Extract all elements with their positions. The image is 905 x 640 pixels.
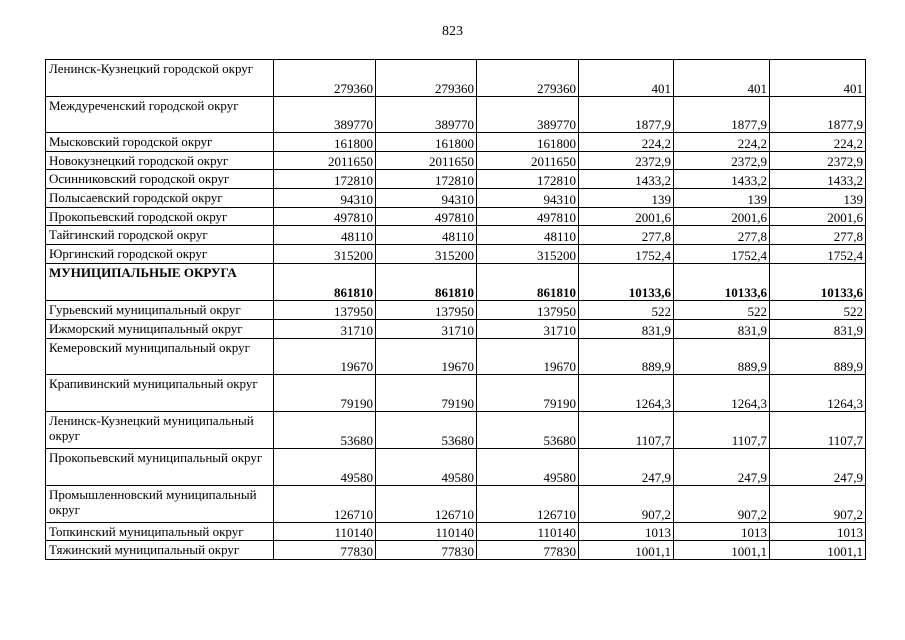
value-cell: 31710 (376, 320, 477, 339)
value-cell: 522 (770, 301, 866, 320)
value-cell: 31710 (274, 320, 376, 339)
table-body (46, 60, 866, 560)
value-cell: 110140 (274, 523, 376, 541)
value-cell: 2001,6 (674, 208, 770, 226)
value-cell: 1107,7 (674, 412, 770, 449)
value-cell: 94310 (477, 189, 579, 208)
value-cell: 31710 (477, 320, 579, 339)
value-cell: 279360 (274, 60, 376, 97)
value-cell: 861810 (274, 264, 376, 301)
table-row (46, 97, 866, 133)
value-cell: 2011650 (376, 152, 477, 170)
row-name-cell: Топкинский муниципальный округ (46, 523, 274, 541)
value-cell: 831,9 (579, 320, 674, 339)
value-cell: 224,2 (674, 133, 770, 152)
value-cell: 1107,7 (579, 412, 674, 449)
value-cell: 139 (770, 189, 866, 208)
value-cell: 1877,9 (674, 97, 770, 133)
value-cell: 172810 (376, 170, 477, 189)
row-name-cell: Новокузнецкий городской округ (46, 152, 274, 170)
value-cell: 1752,4 (579, 245, 674, 264)
value-cell: 137950 (274, 301, 376, 320)
row-name-cell: Полысаевский городской округ (46, 189, 274, 208)
value-cell: 522 (674, 301, 770, 320)
value-cell: 172810 (477, 170, 579, 189)
value-cell: 907,2 (770, 486, 866, 523)
table-row (46, 375, 866, 412)
row-name-cell: Прокопьевский муниципальный округ (46, 449, 274, 486)
value-cell: 77830 (477, 541, 579, 560)
value-cell: 2001,6 (579, 208, 674, 226)
value-cell: 1433,2 (579, 170, 674, 189)
table-row (46, 449, 866, 486)
value-cell: 2372,9 (770, 152, 866, 170)
value-cell: 77830 (376, 541, 477, 560)
value-cell: 1013 (770, 523, 866, 541)
value-cell: 94310 (376, 189, 477, 208)
value-cell: 389770 (477, 97, 579, 133)
value-cell: 172810 (274, 170, 376, 189)
table-row (46, 301, 866, 320)
value-cell: 277,8 (674, 226, 770, 245)
row-name-cell: Ленинск-Кузнецкий муниципальный округ (46, 412, 274, 449)
row-name-cell: Юргинский городской округ (46, 245, 274, 264)
value-cell: 247,9 (674, 449, 770, 486)
value-cell: 889,9 (674, 339, 770, 375)
value-cell: 161800 (376, 133, 477, 152)
value-cell: 831,9 (770, 320, 866, 339)
value-cell: 277,8 (770, 226, 866, 245)
table-row (46, 541, 866, 560)
value-cell: 1264,3 (674, 375, 770, 412)
value-cell: 49580 (477, 449, 579, 486)
value-cell: 1752,4 (770, 245, 866, 264)
value-cell: 126710 (274, 486, 376, 523)
value-cell: 48110 (376, 226, 477, 245)
value-cell: 401 (770, 60, 866, 97)
value-cell: 497810 (376, 208, 477, 226)
value-cell: 861810 (477, 264, 579, 301)
value-cell: 389770 (376, 97, 477, 133)
table-row (46, 189, 866, 208)
value-cell: 247,9 (770, 449, 866, 486)
value-cell: 247,9 (579, 449, 674, 486)
value-cell: 389770 (274, 97, 376, 133)
value-cell: 1013 (674, 523, 770, 541)
value-cell: 2372,9 (674, 152, 770, 170)
value-cell: 907,2 (579, 486, 674, 523)
value-cell: 2011650 (274, 152, 376, 170)
value-cell: 889,9 (770, 339, 866, 375)
value-cell: 94310 (274, 189, 376, 208)
row-name-cell: Гурьевский муниципальный округ (46, 301, 274, 320)
table-row (46, 523, 866, 541)
value-cell: 10133,6 (674, 264, 770, 301)
value-cell: 315200 (274, 245, 376, 264)
value-cell: 861810 (376, 264, 477, 301)
value-cell: 10133,6 (770, 264, 866, 301)
value-cell: 161800 (477, 133, 579, 152)
value-cell: 1264,3 (770, 375, 866, 412)
row-name-cell: Ленинск-Кузнецкий городской округ (46, 60, 274, 97)
value-cell: 315200 (376, 245, 477, 264)
value-cell: 137950 (376, 301, 477, 320)
value-cell: 19670 (477, 339, 579, 375)
table-row (46, 245, 866, 264)
value-cell: 279360 (376, 60, 477, 97)
row-name-cell: Крапивинский муниципальный округ (46, 375, 274, 412)
value-cell: 497810 (274, 208, 376, 226)
value-cell: 48110 (274, 226, 376, 245)
value-cell: 53680 (274, 412, 376, 449)
row-name-cell: МУНИЦИПАЛЬНЫЕ ОКРУГА (46, 264, 274, 301)
value-cell: 1001,1 (579, 541, 674, 560)
value-cell: 315200 (477, 245, 579, 264)
value-cell: 1433,2 (770, 170, 866, 189)
value-cell: 1264,3 (579, 375, 674, 412)
value-cell: 1001,1 (770, 541, 866, 560)
value-cell: 1877,9 (770, 97, 866, 133)
value-cell: 53680 (477, 412, 579, 449)
value-cell: 1433,2 (674, 170, 770, 189)
value-cell: 277,8 (579, 226, 674, 245)
value-cell: 1107,7 (770, 412, 866, 449)
value-cell: 224,2 (579, 133, 674, 152)
table-row (46, 486, 866, 523)
page-number: 823 (442, 24, 463, 39)
row-name-cell: Ижморский муниципальный округ (46, 320, 274, 339)
table-row (46, 170, 866, 189)
value-cell: 19670 (376, 339, 477, 375)
value-cell: 1013 (579, 523, 674, 541)
value-cell: 139 (674, 189, 770, 208)
value-cell: 224,2 (770, 133, 866, 152)
value-cell: 2001,6 (770, 208, 866, 226)
value-cell: 497810 (477, 208, 579, 226)
value-cell: 110140 (477, 523, 579, 541)
value-cell: 401 (674, 60, 770, 97)
row-name-cell: Тяжинский муниципальный округ (46, 541, 274, 560)
value-cell: 1877,9 (579, 97, 674, 133)
value-cell: 110140 (376, 523, 477, 541)
value-cell: 137950 (477, 301, 579, 320)
value-cell: 2011650 (477, 152, 579, 170)
value-cell: 126710 (376, 486, 477, 523)
value-cell: 77830 (274, 541, 376, 560)
value-cell: 161800 (274, 133, 376, 152)
row-name-cell: Междуреченский городской округ (46, 97, 274, 133)
row-name-cell: Промышленновский муниципальный округ (46, 486, 274, 523)
row-name-cell: Прокопьевский городской округ (46, 208, 274, 226)
value-cell: 2372,9 (579, 152, 674, 170)
value-cell: 401 (579, 60, 674, 97)
table-row (46, 320, 866, 339)
row-name-cell: Тайгинский городской округ (46, 226, 274, 245)
value-cell: 49580 (274, 449, 376, 486)
value-cell: 79190 (477, 375, 579, 412)
table-row (46, 133, 866, 152)
table-row (46, 60, 866, 97)
data-table (45, 59, 866, 560)
row-name-cell: Осинниковский городской округ (46, 170, 274, 189)
value-cell: 79190 (274, 375, 376, 412)
value-cell: 1752,4 (674, 245, 770, 264)
value-cell: 79190 (376, 375, 477, 412)
value-cell: 1001,1 (674, 541, 770, 560)
row-name-cell: Мысковский городской округ (46, 133, 274, 152)
value-cell: 49580 (376, 449, 477, 486)
value-cell: 907,2 (674, 486, 770, 523)
value-cell: 522 (579, 301, 674, 320)
table-row (46, 226, 866, 245)
value-cell: 889,9 (579, 339, 674, 375)
table-row (46, 339, 866, 375)
table-row (46, 264, 866, 301)
value-cell: 139 (579, 189, 674, 208)
table-row (46, 412, 866, 449)
value-cell: 279360 (477, 60, 579, 97)
value-cell: 126710 (477, 486, 579, 523)
value-cell: 831,9 (674, 320, 770, 339)
value-cell: 53680 (376, 412, 477, 449)
table-row (46, 152, 866, 170)
table-row (46, 208, 866, 226)
value-cell: 48110 (477, 226, 579, 245)
value-cell: 19670 (274, 339, 376, 375)
value-cell: 10133,6 (579, 264, 674, 301)
row-name-cell: Кемеровский муниципальный округ (46, 339, 274, 375)
